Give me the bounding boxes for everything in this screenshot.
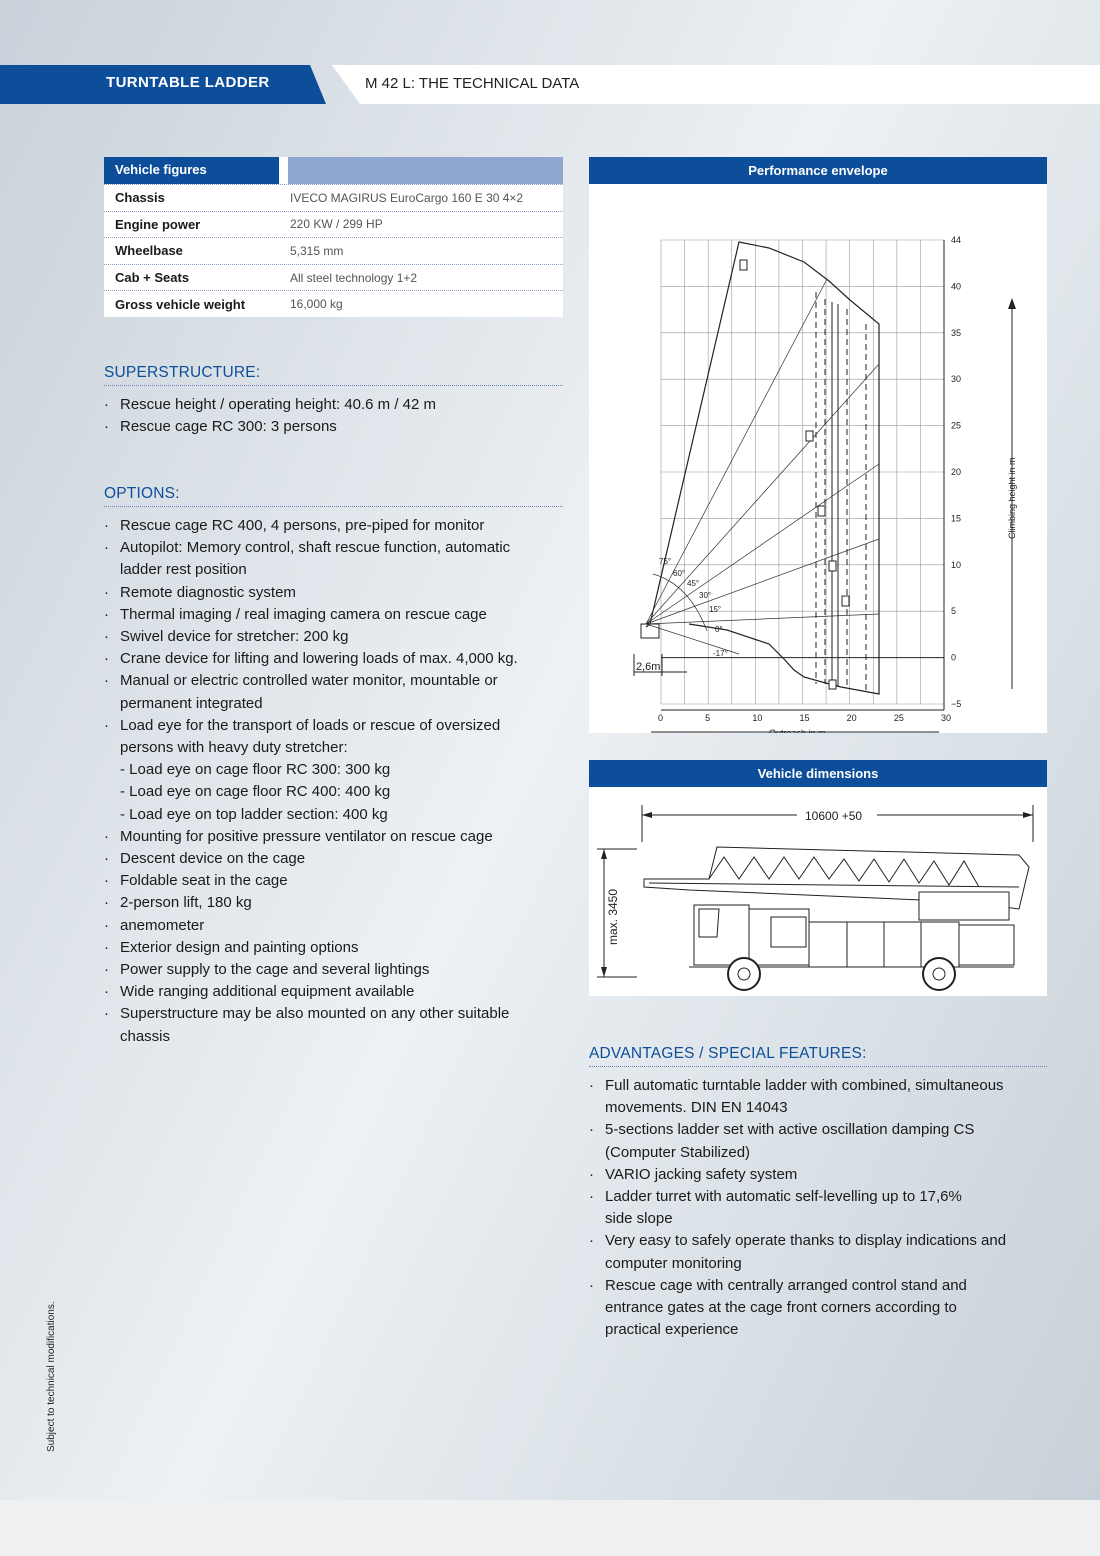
list-item [104,693,563,715]
x-tick-label: 15 [799,713,810,723]
performance-envelope-panel [589,157,1047,733]
list-item [104,781,563,803]
list-item [104,1003,563,1025]
vehicle-dimensions-panel [589,760,1047,996]
y-tick-label: 35 [951,327,962,338]
list-item [104,626,563,648]
bullet-icon: · [589,1077,594,1094]
bullet-icon: · [104,916,109,934]
x-tick-labels [658,713,951,723]
x-tick-label: 10 [752,713,763,723]
y-tick-label: 30 [951,374,962,385]
list-item-text: Remote diagnostic system [120,583,296,601]
list-item-text: Thermal imaging / real imaging camera on rescue cage [120,605,487,623]
list-item [104,848,563,870]
list-item [104,737,563,759]
vehicle-dimensions-drawing [589,787,1047,996]
table-row [104,237,563,264]
table-title: Vehicle figures [104,157,279,184]
bullet-icon: · [589,1232,594,1250]
list-item-text: entrance gates at the cage front corners according to [605,1299,957,1317]
bullet-icon: · [104,872,109,890]
table-row [104,211,563,238]
list-item-text: (Computer Stabilized) [605,1143,751,1161]
list-item [104,559,563,581]
list-item-text: Crane device for lifting and lowering loads of max. 4,000 kg. [120,650,518,668]
list-item [589,1097,1047,1119]
footer-band [0,1500,1100,1556]
bullet-icon: · [104,628,109,646]
row-label: Chassis [115,190,165,206]
truck-illustration [644,847,1029,967]
angle-label: 45° [687,579,700,588]
list-item [589,1319,1047,1341]
list-item-text: - Load eye on cage floor RC 300: 300 kg [120,761,391,779]
list-item [104,804,563,826]
angle-label: 60° [673,569,686,578]
list-item-text: Rescue cage with centrally arranged control stand and [605,1276,967,1294]
row-value: All steel technology 1+2 [290,270,418,285]
angle-label: 0° [715,625,723,634]
x-tick-label: 20 [846,713,857,723]
list-item-text: side slope [605,1210,673,1228]
table-row [104,290,563,317]
list-item [104,981,563,1003]
y-tick-labels [951,235,961,709]
superstructure-list [104,394,563,438]
row-label: Engine power [115,216,201,232]
list-item-text: persons with heavy duty stretcher: [120,739,348,757]
y-arrow-head [1008,298,1016,309]
bullet-icon: · [589,1165,594,1183]
x-tick-label: 5 [705,713,711,723]
list-item-text: Wide ranging additional equipment available [120,983,415,1001]
table-header [104,157,563,184]
list-item [589,1230,1047,1252]
y-axis-label: Climbing height in m [1007,457,1017,539]
vehicle-figures-table [104,157,563,317]
bullet-icon: · [104,894,109,912]
list-item-text: Rescue cage RC 300: 3 persons [120,418,337,436]
list-item [104,715,563,737]
angle-label: 15° [709,605,722,614]
list-item [589,1297,1047,1319]
list-item [104,416,563,438]
list-item [104,759,563,781]
list-item [104,515,563,537]
list-item [589,1075,1047,1097]
cage-icons [740,260,849,689]
list-item [104,582,563,604]
list-item-text: Rescue cage RC 400, 4 persons, pre-piped for monitor [120,517,485,534]
turntable-base [641,624,659,638]
list-item-text: Exterior design and painting options [120,938,359,956]
angle-label: -17° [713,649,728,658]
row-value: 5,315 mm [290,243,344,258]
superstructure-heading: SUPERSTRUCTURE: [104,364,563,386]
bullet-icon: · [589,1188,594,1206]
list-item [104,394,563,416]
table-header-accent [288,157,563,184]
bullet-icon: · [104,672,109,690]
bullet-icon: · [104,539,109,557]
list-item-text: Ladder turret with automatic self-levelling up to 17,6% [605,1188,962,1206]
list-item-text: Superstructure may be also mounted on any other suitable [120,1005,510,1023]
bullet-icon: · [104,961,109,979]
bullet-icon: · [104,650,109,668]
bullet-icon: · [104,605,109,623]
length-label: 10600 +50 [805,809,863,823]
bullet-icon: · [589,1121,594,1139]
performance-envelope-title: Performance envelope [589,157,1047,184]
row-label: Gross vehicle weight [115,296,246,312]
limit-lines [816,292,866,692]
list-item [589,1186,1047,1208]
list-item [104,892,563,914]
section-label: TURNTABLE LADDER [106,74,270,91]
list-item-text: chassis [120,1027,171,1045]
row-value: 16,000 kg [290,297,343,312]
bullet-icon: · [104,850,109,868]
table-row [104,184,563,211]
list-item-text: Autopilot: Memory control, shaft rescue function, automatic [120,539,511,557]
row-value: 220 KW / 299 HP [290,217,383,232]
list-item-text: 2-person lift, 180 kg [120,894,252,912]
list-item-text: computer monitoring [605,1254,742,1272]
bullet-icon: · [104,583,109,601]
y-tick-label: 25 [951,420,962,431]
list-item [104,826,563,848]
list-item-text: Load eye for the transport of loads or rescue of oversized [120,716,501,734]
list-item-text: Manual or electric controlled water monitor, mountable or [120,672,498,690]
bullet-icon: · [104,418,109,436]
y-tick-label: −5 [951,699,962,709]
y-tick-label: 0 [951,652,957,663]
list-item-text: Very easy to safely operate thanks to display indications and [605,1232,1007,1250]
list-item-text: VARIO jacking safety system [605,1165,798,1183]
list-item-text: - Load eye on top ladder section: 400 kg [120,805,388,823]
bullet-icon: · [104,827,109,845]
list-item-text: - Load eye on cage floor RC 400: 400 kg [120,783,391,801]
bullet-icon: · [104,396,109,413]
advantages-heading: ADVANTAGES / SPECIAL FEATURES: [589,1045,1047,1067]
list-item [104,537,563,559]
list-item-text: practical experience [605,1321,739,1339]
list-item-text: permanent integrated [120,694,263,712]
y-tick-label: 44 [951,235,962,245]
list-item-text: movements. DIN EN 14043 [605,1099,788,1117]
vehicle-dimensions-title: Vehicle dimensions [589,760,1047,787]
options-list [104,515,563,1048]
y-tick-label: 15 [951,513,962,524]
list-item-text: Mounting for positive pressure ventilator on rescue cage [120,827,493,845]
list-item-text: anemometer [120,916,205,934]
list-item [589,1142,1047,1164]
disclaimer-note: Subject to technical modifications. [46,1301,57,1452]
list-item [589,1253,1047,1275]
list-item [589,1164,1047,1186]
y-tick-label: 10 [951,559,962,570]
list-item [104,937,563,959]
angle-labels [659,557,728,658]
envelope-outline [646,242,879,694]
x-axis-label: Outreach in m [769,728,826,733]
x-tick-label: 0 [658,713,664,723]
y-tick-label: 20 [951,467,962,477]
list-item-text: Power supply to the cage and several lightings [120,961,430,979]
options-heading: OPTIONS: [104,485,563,507]
bullet-icon: · [104,517,109,534]
list-item [589,1275,1047,1297]
list-item [104,1026,563,1048]
list-item-text: Foldable seat in the cage [120,872,288,890]
list-item-text: 5-sections ladder set with active oscillation damping CS [605,1121,975,1139]
chart-grid [661,240,944,710]
list-item [104,870,563,892]
row-label: Wheelbase [115,243,183,259]
list-item-text: ladder rest position [120,561,247,579]
bullet-icon: · [104,983,109,1001]
table-row [104,264,563,291]
angle-label: 75° [659,557,672,566]
angle-label: 30° [699,591,712,600]
bullet-icon: · [104,938,109,956]
list-item [589,1119,1047,1141]
x-tick-label: 25 [893,713,904,723]
list-item [104,915,563,937]
bullet-icon: · [104,716,109,734]
list-item-text: Rescue height / operating height: 40.6 m / 42 m [120,396,437,413]
base-offset-label: 2,6m [636,661,661,673]
list-item [104,959,563,981]
bullet-icon: · [104,1005,109,1023]
row-label: Cab + Seats [115,270,190,286]
performance-envelope-chart [589,184,1047,733]
height-label: max. 3450 [606,888,620,945]
y-tick-label: 40 [951,281,962,292]
advantages-list [589,1075,1047,1341]
page-title: M 42 L: THE TECHNICAL DATA [365,75,580,92]
list-item-text: Swivel device for stretcher: 200 kg [120,628,349,646]
bullet-icon: · [589,1276,594,1294]
y-tick-label: 5 [951,606,957,617]
x-tick-label: 30 [941,713,952,723]
list-item [104,648,563,670]
row-value: IVECO MAGIRUS EuroCargo 160 E 30 4×2 [290,190,524,205]
list-item [104,670,563,692]
list-item-text: Full automatic turntable ladder with combined, simultaneous [605,1077,1004,1094]
list-item-text: Descent device on the cage [120,850,306,868]
list-item [104,604,563,626]
list-item [589,1208,1047,1230]
